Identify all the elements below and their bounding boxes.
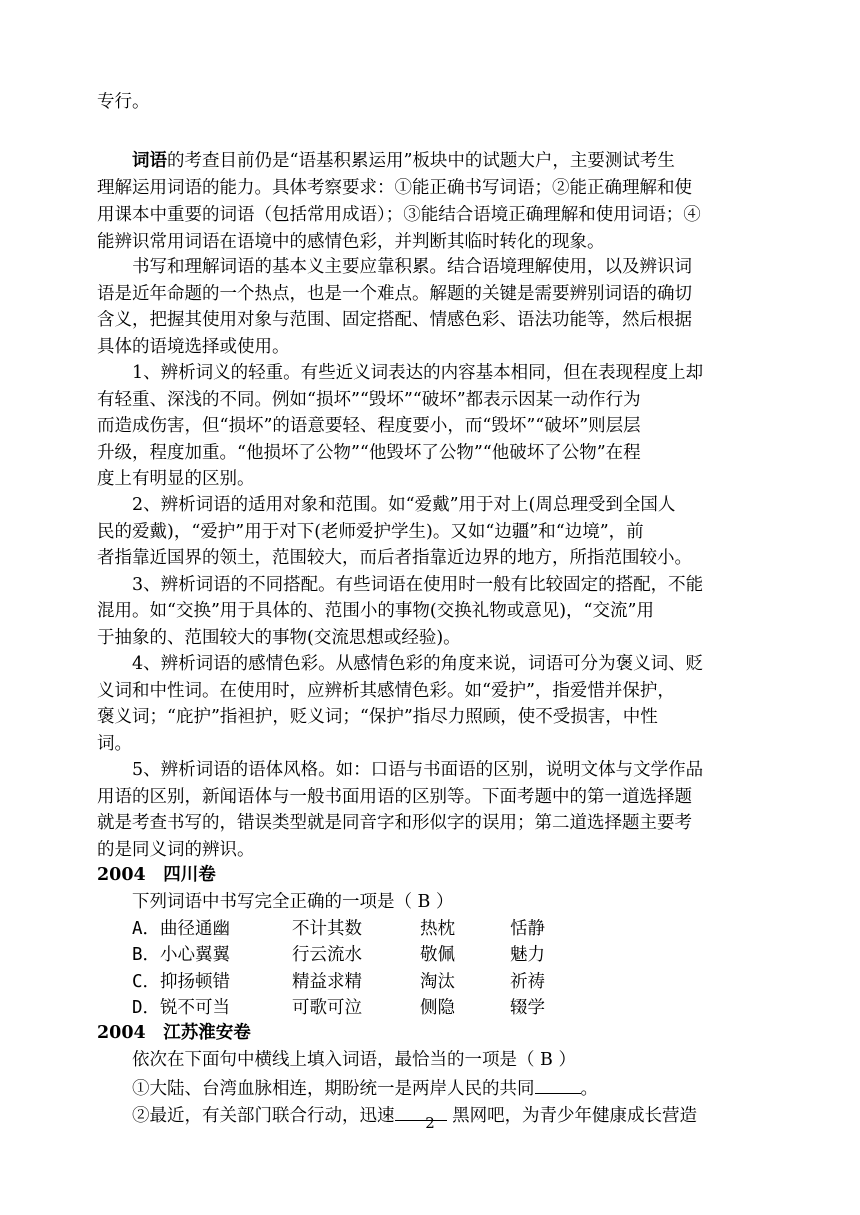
text-line: 具体的语境选择或使用。 [97,337,290,357]
option-c-item-1: C．抑扬顿错 [132,972,231,992]
question-stem: 依次在下面句中横线上填入词语，最恰当的一项是（ B ） [132,1050,576,1070]
text-span: 。 [580,1079,598,1099]
option-d-item-2: 可歌可泣 [292,998,362,1018]
text-line: 语是近年命题的一个热点，也是一个难点。解题的关键是需要辨别词语的确切 [97,284,692,304]
text-span: ②最近，有关部门联合行动，迅速 [132,1106,395,1126]
text-line: 有轻重、深浅的不同。例如“损坏”“毁坏”“破坏”都表示因某一动作行为 [97,390,641,410]
fill-blank [535,1075,581,1094]
text-line: 而造成伤害，但“损坏”的语意要轻、程度要小，而“毁坏”“破坏”则层层 [97,416,641,436]
text-line: 书写和理解词语的基本义主要应靠积累。结合语境理解使用，以及辨识词 [132,257,692,277]
text-line: 度上有明显的区别。 [97,469,255,489]
option-d-item-4: 辍学 [510,998,545,1018]
text-line: 于抽象的、范围较大的事物(交流思想或经验)。 [97,628,461,648]
option-c-item-4: 祈祷 [510,972,545,992]
text-line: 民的爱戴)，“爱护”用于对下(老师爱护学生)。又如“边疆”和“边境”，前 [97,522,644,542]
option-d-item-1: D．锐不可当 [132,998,231,1018]
text-line: 者指靠近国界的领土，范围较大，而后者指靠近边界的地方，所指范围较小。 [97,548,692,568]
text-line: 4、辨析词语的感情色彩。从感情色彩的角度来说，词语可分为褒义词、贬 [132,654,704,674]
keyword: 词语 [132,151,167,171]
option-b-item-1: B．小心翼翼 [132,945,231,965]
text-line: 1、辨析词义的轻重。有些近义词表达的内容基本相同，但在表现程度上却 [132,363,704,383]
page-number: 2 [425,1114,435,1132]
text-line: 能辨识常用词语在语境中的感情色彩，并判断其临时转化的现象。 [97,232,605,252]
option-a-item-3: 热枕 [420,919,455,939]
text-line: 升级，程度加重。“他损坏了公物”“他毁坏了公物”“他破坏了公物”在程 [97,443,641,463]
text-line: 用课本中重要的词语（包括常用成语）；③能结合语境正确理解和使用词语；④ [97,205,701,225]
text-span: 的考查目前仍是“语基积累运用”板块中的试题大户，主要测试考生 [167,151,675,171]
text-line: 3、辨析词语的不同搭配。有些词语在使用时一般有比较固定的搭配，不能 [132,575,704,595]
option-b-item-3: 敬佩 [420,945,455,965]
option-c-item-2: 精益求精 [292,972,362,992]
option-a-item-2: 不计其数 [292,919,362,939]
option-d-item-3: 侧隐 [420,998,455,1018]
text-span: 黑网吧，为青少年健康成长营造 [446,1106,698,1126]
text-line: 含义，把握其使用对象与范围、固定搭配、情感色彩、语法功能等，然后根据 [97,310,692,330]
text-line: 2、辨析词语的适用对象和范围。如“爱戴”用于对上(周总理受到全国人 [132,495,676,515]
text-line: 就是考查书写的，错误类型就是同音字和形似字的误用；第二道选择题主要考 [97,813,692,833]
question-sentence-1 [132,1075,598,1101]
question-heading: 2004 江苏淮安卷 [97,1023,251,1043]
text-line: 专行。 [97,92,150,112]
option-a-item-1: A．曲径通幽 [132,919,231,939]
question-stem: 下列词语中书写完全正确的一项是（ B ） [132,892,454,912]
text-line: 词。 [97,734,132,754]
text-span: ①大陆、台湾血脉相连，期盼统一是两岸人民的共同 [132,1079,535,1099]
text-line [132,149,675,173]
option-c-item-3: 淘汰 [420,972,455,992]
text-line: 义词和中性词。在使用时，应辨析其感情色彩。如“爱护”，指爱惜并保护， [97,681,675,701]
text-line: 理解运用词语的能力。具体考察要求：①能正确书写词语；②能正确理解和使 [97,178,692,198]
text-line: 混用。如“交换”用于具体的、范围小的事物(交换礼物或意见)，“交流”用 [97,601,654,621]
question-heading: 2004 四川卷 [97,865,216,885]
option-b-item-4: 魅力 [510,945,545,965]
text-line: 褒义词；“庇护”指袒护，贬义词；“保护”指尽力照顾，使不受损害，中性 [97,707,658,727]
text-line: 用语的区别，新闻语体与一般书面用语的区别等。下面考题中的第一道选择题 [97,787,692,807]
option-a-item-4: 恬静 [510,919,545,939]
option-b-item-2: 行云流水 [292,945,362,965]
text-line: 的是同义词的辨识。 [97,840,255,860]
text-line: 5、辨析词语的语体风格。如：口语与书面语的区别，说明文体与文学作品 [132,760,704,780]
